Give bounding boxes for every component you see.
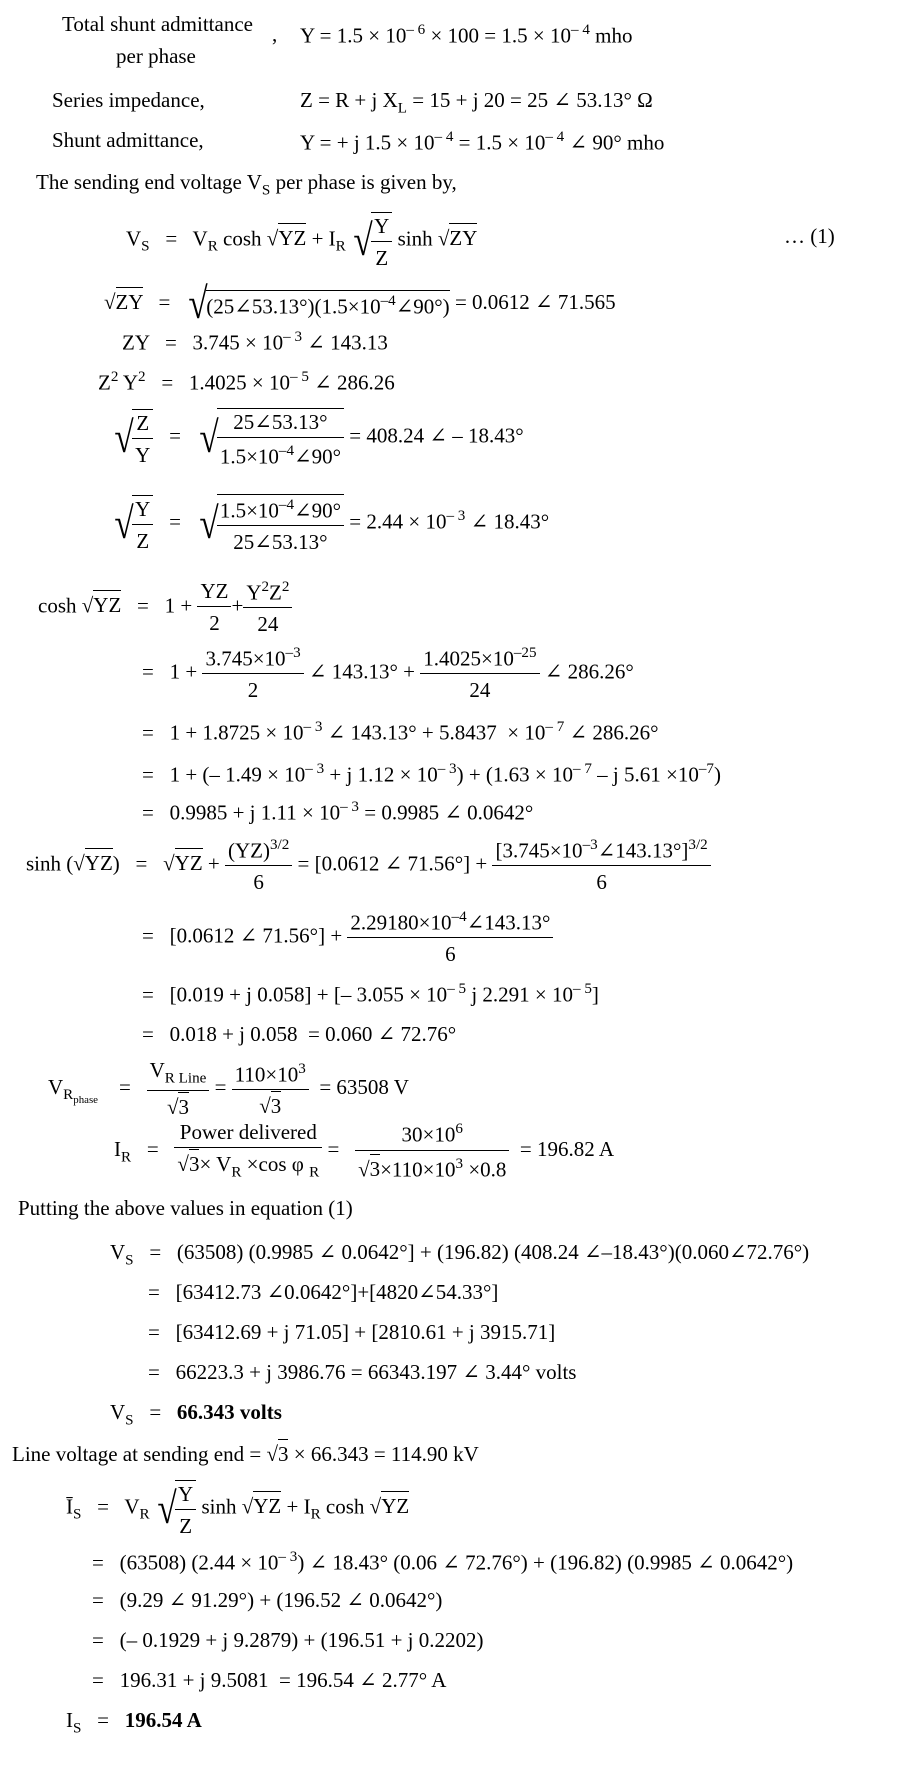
eq-zy: ZY = $3.745 \times 10^{- 3}$ ∠ 143.13 — [122, 329, 388, 355]
eq-is-general: $Ī_S = V_R$ √ $\frac{Y}{Z}$ $\sinh √YZ + I_R$ cosh √YZ — [66, 1482, 410, 1538]
eq-vs-4: = 66223.3 + j 3986.76 = 66343.197 ∠ 3.44° volts — [148, 1360, 577, 1384]
eq-sinh-2: = [0.0612 ∠ 71.56°] + $\frac{2.29180\times 10^{-4}\angle 143.13^\circ}{6}$ — [142, 910, 553, 965]
eq-shunt-admittance: Y = + j $1.5 \times 10^{- 4} = 1.5 \times 10^{- 4}$ ∠ 90° mho — [300, 129, 665, 155]
shunt-admittance-comma: , — [272, 22, 278, 46]
eq-sqrt-y-over-z: √ $\frac{Y}{Z}$ = √ $\frac{1.5\times 10^{-4}\angle 90^\circ}{25\angle 53.13^\circ}$ = $2.44 \times 10^{- 3}$ ∠ 18.43° — [112, 494, 549, 553]
line-voltage: Line voltage at sending end = √3 × 66.343 = 114.90 kV — [12, 1444, 479, 1465]
eq-cosh-4: = 1 + (– $1.49 \times 10^{- 3} + j$ $1.12 \times 10^{- 3}) + (1.63 \times 10^{- 7} - j$ $5.61 \times 10^{-7}$) — [142, 761, 721, 787]
eq-sqrt-zy: $√ZY = √(25\angle 53.13^\circ)(1.5\times 10^{-4}\angle 90^\circ) = 0.0612$ ∠ 71.565 — [104, 279, 616, 328]
shunt-admittance-label: Total shunt admittance — [62, 12, 253, 36]
eq-sinh-1: sinh (√YZ) = √YZ + $\frac{(YZ)^{3/2}}{6}$ = [0.0612 ∠ 71.56°] + $\frac{[3.745\times 10^{-3}\angle 143.13^\circ]^{3/2}}{6}$ — [26, 838, 711, 893]
eq-vs-result: $V_S = 66.343$ volts — [110, 1400, 282, 1429]
eq-cosh-3: = $1 + 1.8725 \times 10^{- 3}$ ∠ $143.13^\circ + 5.8437 \times 10^{- 7}$ ∠ 286.26° — [142, 719, 659, 745]
eq-cosh-5: = 0.9985 + j $1.11 \times 10^{- 3} = 0.9985$ ∠ 0.0642° — [142, 799, 534, 825]
is-result-value: 196.54 A — [124, 1708, 202, 1732]
eq-sqrt-z-over-y: √ $\frac{Z}{Y}$ = √ $\frac{25\angle 53.13^\circ}{1.5\times 10^{-4}\angle 90^\circ}$ = 408.24 ∠ – 18.43° — [114, 410, 524, 469]
vs-result-value: 66.343 volts — [176, 1400, 282, 1424]
eq-is-result: $I_S = 196.54$ A — [66, 1708, 202, 1737]
eq-vs-3: = [63412.69 + j 71.05] + [2810.61 + j 3915.71] — [148, 1320, 556, 1344]
putting-values: Putting the above values in equation (1) — [18, 1196, 353, 1220]
eq-vs-general: $V_S = V_R$ $\cosh √YZ + I_R$ √ $\frac{Y}{Z}$ sinh √ZY — [126, 214, 478, 270]
eq-vs-1: $V_S = (63508)$ (0.9985 ∠ 0.0642°] + (196.82) (408.24 ∠–18.43°)(0.060∠72.76°) — [110, 1240, 810, 1269]
shunt-admittance-label-2: Shunt admittance, — [52, 128, 204, 152]
eq-cosh-1: cosh √YZ = 1 + $\frac{YZ}{2}$ + $\frac{Y^2Z^2}{24}$ — [38, 580, 292, 635]
sending-end-intro: The sending end voltage $V_S$ per phase is given by, — [36, 170, 457, 199]
eq-is-4: = 196.31 + j 9.5081 = 196.54 ∠ 2.77° A — [92, 1668, 447, 1692]
eq-sinh-3: = [0.019 + j 0.058] + [– $3.055 \times 10^{- 5}$ j $2.291 \times 10^{- 5}$] — [142, 981, 599, 1007]
eq-is-3: = (– 0.1929 + j 9.2879) + (196.51 + j 0.2202) — [92, 1628, 484, 1652]
eq-is-1: = (63508) $(2.44 \times 10^{- 3})$ ∠ 18.43° (0.06 ∠ 72.76°) + (196.82) (0.9985 ∠ 0.0642°) — [92, 1549, 794, 1575]
eq-series-impedance: Z = R + j $X_L = 15 + j$ 20 = 25 ∠ 53.13° Ω — [300, 88, 653, 117]
eq-ir: $I_R$ = $\frac{\text{Power delivered}}{√3\times V_R \times\cos \varphi _R}$ = $\frac{30\times 10^6}{√3\times 110\times 10^3 \times 0.8}$ = 196.82 A — [114, 1120, 615, 1182]
eq-total-shunt: $Y = 1.5 \times 10^{- 6} \times 100 = 1.5 \times 10^{- 4}$ mho — [300, 22, 633, 48]
per-phase-label: per phase — [116, 44, 196, 68]
eq-vr-phase: $V_{R_{phase}}$ = $\frac{V_{R Line}}{√3}$ = $\frac{110\times 10^3}{√3}$ = 63508 V — [48, 1058, 409, 1120]
eq-is-2: = (9.29 ∠ 91.29°) + (196.52 ∠ 0.0642°) — [92, 1588, 443, 1612]
eq-z2y2: $Z^2$ $Y^2 = 1.4025 \times 10^{- 5}$ ∠ 286.26 — [98, 369, 395, 395]
eq-vs-2: = [63412.73 ∠0.0642°]+[4820∠54.33°] — [148, 1280, 499, 1304]
eq-sinh-4: = 0.018 + j 0.058 = 0.060 ∠ 72.76° — [142, 1022, 457, 1046]
series-impedance-label: Series impedance, — [52, 88, 205, 112]
equation-number: … (1) — [784, 224, 835, 248]
eq-cosh-2: = 1 + $\frac{3.745\times 10^{-3}}{2}$ ∠ 143.13° + $\frac{1.4025\times 10^{-25}}{24}$ ∠ 286.26° — [142, 645, 634, 703]
